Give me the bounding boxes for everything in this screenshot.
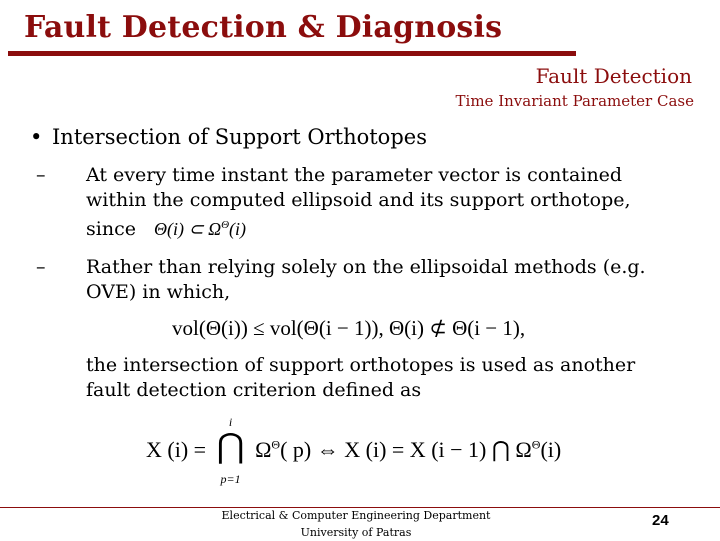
formula-omega-sup-2: Θ	[531, 437, 541, 452]
inline-formula-tail: (i)	[229, 219, 247, 239]
footer	[200, 507, 512, 541]
sub-item-2-text	[86, 255, 706, 305]
section-heading: Fault Detection	[535, 64, 692, 88]
cap-lower-limit: p=1	[220, 472, 241, 486]
inline-formula-base: Θ(i) ⊂ Ω	[154, 219, 222, 239]
formula-rhs: ( p) ⇔ X (i) = X (i − 1) ⋂ Ω	[280, 437, 532, 462]
volume-formula: vol(Θ(i)) ≤ vol(Θ(i − 1)), Θ(i) ⊄ Θ(i − 1),	[172, 316, 526, 340]
formula-end: (i)	[540, 437, 562, 462]
criterion-text	[86, 353, 706, 403]
cap-upper-limit: i	[228, 415, 233, 429]
cap-icon: ⋂	[216, 428, 245, 465]
bullet-dot-icon: •	[30, 125, 43, 149]
slide-title: Fault Detection & Diagnosis	[24, 10, 503, 45]
inline-formula-sup: Θ	[221, 219, 230, 231]
criterion-line-2: fault detection criterion defined as	[86, 379, 422, 401]
dash-marker: –	[36, 256, 46, 278]
footer-department: Electrical & Computer Engineering Department	[221, 509, 491, 522]
dash-marker: –	[36, 164, 46, 186]
page-number: 24	[652, 512, 669, 529]
criterion-line-1: the intersection of support orthotopes is used as another	[86, 354, 636, 376]
subsection-heading: Time Invariant Parameter Case	[455, 92, 694, 110]
formula-omega-sup: Θ	[271, 437, 281, 452]
big-intersection-operator	[214, 415, 248, 486]
bullet-point	[30, 125, 427, 149]
sub-item-2-line-2: OVE) in which,	[86, 281, 231, 303]
sub-item-1-line-3	[86, 213, 706, 242]
sub-item-1-line-2: within the computed ellipsoid and its support orthotope,	[86, 189, 631, 211]
footer-university: University of Patras	[300, 526, 412, 539]
inline-formula	[154, 219, 246, 239]
sub-item-1-text	[86, 163, 706, 242]
sub-item-2-line-1: Rather than relying solely on the ellipsoidal methods (e.g.	[86, 256, 646, 278]
formula-omega: Ω	[255, 437, 272, 462]
sub-item-1-line-1: At every time instant the parameter vector is contained	[86, 164, 623, 186]
bullet-text: Intersection of Support Orthotopes	[52, 125, 427, 149]
intersection-formula	[146, 415, 562, 486]
title-underline	[8, 51, 576, 56]
since-word: since	[86, 218, 136, 240]
formula-lhs: X (i) =	[146, 437, 207, 462]
